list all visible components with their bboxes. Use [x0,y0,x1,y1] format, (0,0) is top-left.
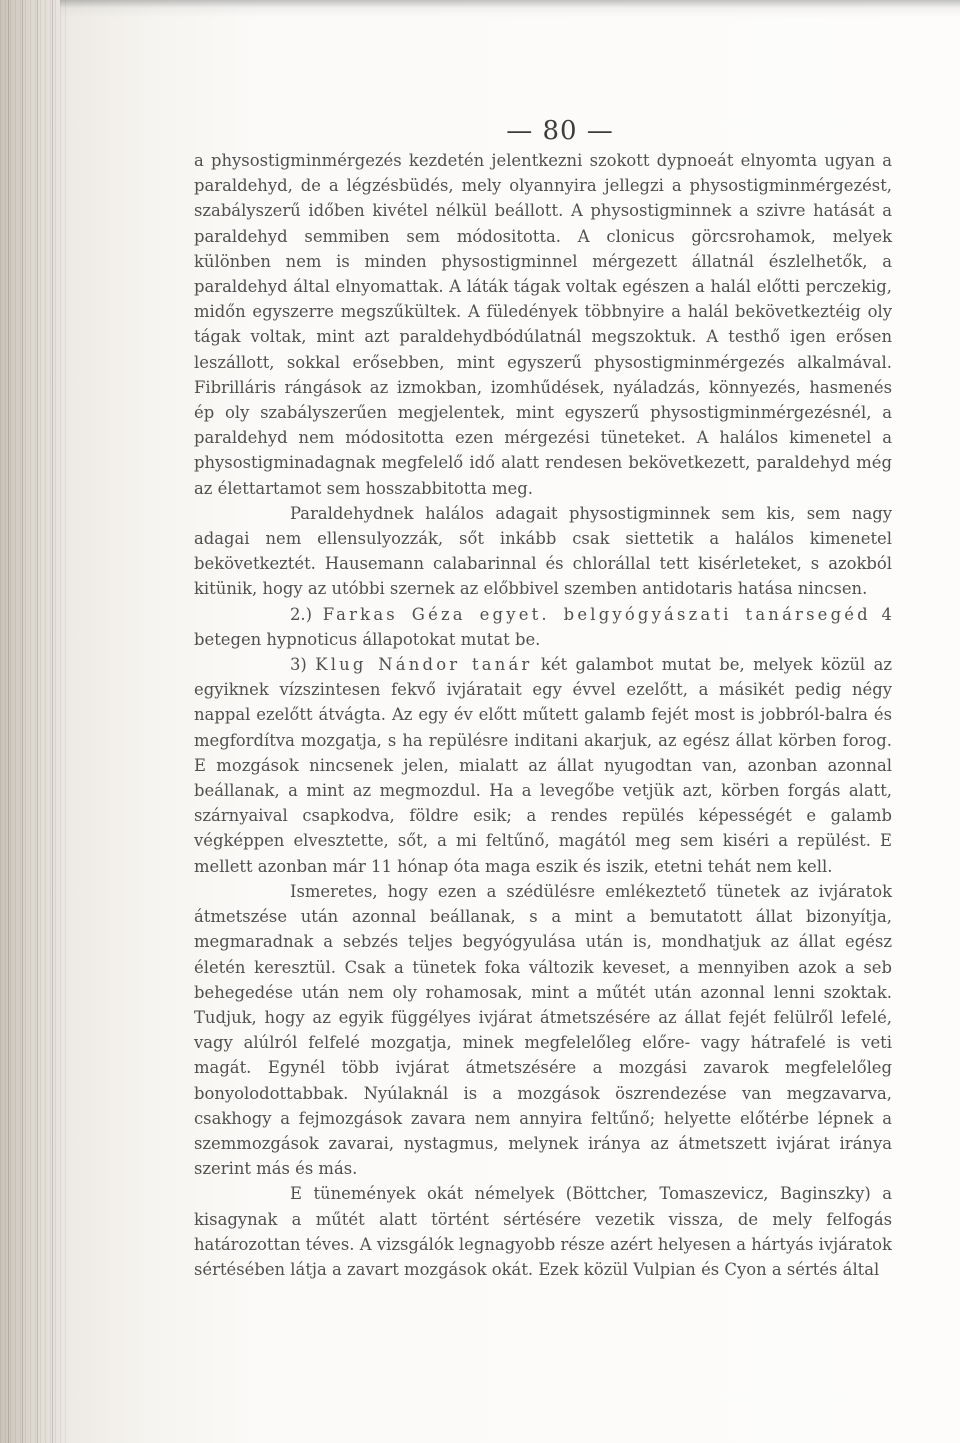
page-number: — 80 — [506,116,614,146]
paragraph: a physostigminmérgezés kezdetén jelentkezni szokott dypnoeát elnyomta ugyan a paraldehyd, de a légzésbüdés, mely olyannyira jellegzi a physostigminmérgezést, szabályszerű időben kivétel nélkül beállott. A physostigminnek a szivre hatását a paraldehyd semmiben sem módositotta. A clonicus görcsrohamok, melyek különben nem is minden physostigminnel mérgezett állatnál észlelhetők, a paraldehyd által elnyomattak. A láták tágak voltak egészen a halál előtti perczekig, midőn egyszerre megszűkültek. A füledények többnyire a halál bekövetkeztéig oly tágak voltak, mint azt paraldehydbódúlatnál megszoktuk. A testhő igen erősen leszállott, sokkal erősebben, mint egyszerű physostigminmérgezés alkalmával. Fibrilláris rángások az izmokban, izomhűdések, nyáladzás, könnyezés, hasmenés ép oly szabályszerűen megjelentek, mint egyszerű physostigminmérgezésnél, a paraldehyd nem módositotta ezen mérgezési tüneteket. A halálos kimenetel a physostigminadagnak megfelelő idő alatt rendesen bekövetkezett, paraldehyd még az élettartamot sem hosszabbitotta meg. [194,151,892,498]
page-stack-edge [37,0,38,1443]
paragraph: Paraldehydnek halálos adagait physostigminnek sem kis, sem nagy adagai nem ellensulyozzák, sőt inkább csak siettetik a halálos kimenetel bekövetkeztét. Hausemann calabarinnal és chlorállal tett kisérleteket, s azokból kitünik, hogy az utóbbi szernek az előbbivel szemben antidotaris hatása nincsen. [194,503,892,599]
body-text [194,148,892,1282]
top-edge-shadow [60,0,960,18]
paragraph: Ismeretes, hogy ezen a szédülésre emlékeztető tünetek az ivjáratok átmetszése után azonnal beállanak, s a mint a bemutatott állat bizonyítja, megmaradnak a sebzés teljes begyógyulása után is, mondhatjuk az állat egész életén keresztül. Csak a tünetek foka változik keveset, a mennyiben azok a seb behegedése után nem oly rohamosak, mint a műtét után azonnal lenni szoktak. Tudjuk, hogy az egyik függélyes ivjárat átmetszésére az állat fejét felülről lefelé, vagy alúlról felfelé mozgatja, minek megfelelőleg előre- vagy hátrafelé is veti magát. Egynél több ivjárat átmetszésére a mozgási zavarok megfelelőleg bonyolodottabbak. Nyúlaknál is a mozgások öszrendezése van megzavarva, csakhogy a fejmozgások zavara nem annyira feltűnő; helyette előtérbe lépnek a szemmozgások zavarai, nystagmus, melynek iránya az átmetszett ivjárat iránya szerint más és más. [194,881,892,1179]
presenter-name: Farkas Géza egyet. belgyógyászati tanársegéd [322,604,871,624]
presenter-name: Klug Nándor tanár [315,655,533,675]
paragraph-text: 4 betegen hypnoticus állapotokat mutat be. [194,604,892,649]
item-number: 3) [290,655,307,675]
paragraph [194,652,892,879]
page-stack-edge [52,0,53,1443]
paragraph: E tünemények okát némelyek (Böttcher, Tomaszevicz, Baginszky) a kisagynak a műtét alatt történt sértésére vezetik vissza, de mely felfogás határozottan téves. A vizsgálók legnagyobb része azért helyesen a hártyás ivjáratok sértésében látja a zavart mozgások okát. Ezek közül Vulpian és Cyon a sértés által [194,1184,892,1279]
paragraph-text: két galambot mutat be, melyek közül az egyiknek vízszintesen fekvő ivjáratait egy évvel ezelőtt, a másikét pedig négy nappal ezelőtt átvágta. Az egy év előtt műtett galamb fejét most is jobbról-balra és megfordítva mozgatja, s ha repülésre inditani akarjuk, az egész állat körben forog. E mozgások nincsenek jelen, mialatt az állat nyugodtan van, azonban azonnal beállanak, a mint az megmozdul. Ha a levegőbe vetjük azt, körben forgás alatt, szárnyaival csapkodva, földre esik; a rendes repülés képességét e galamb végképpen elvesztette, sőt, a mi feltűnő, magától meg sem kiséri a repülést. E mellett azonban már 11 hónap óta maga eszik és iszik, etetni tehát nem kell. [194,655,892,876]
item-number: 2.) [290,604,313,624]
page-stack-edge [22,0,23,1443]
paragraph [194,602,892,652]
book-binding-shadow [0,0,70,1443]
page-stack-edge [8,0,9,1443]
